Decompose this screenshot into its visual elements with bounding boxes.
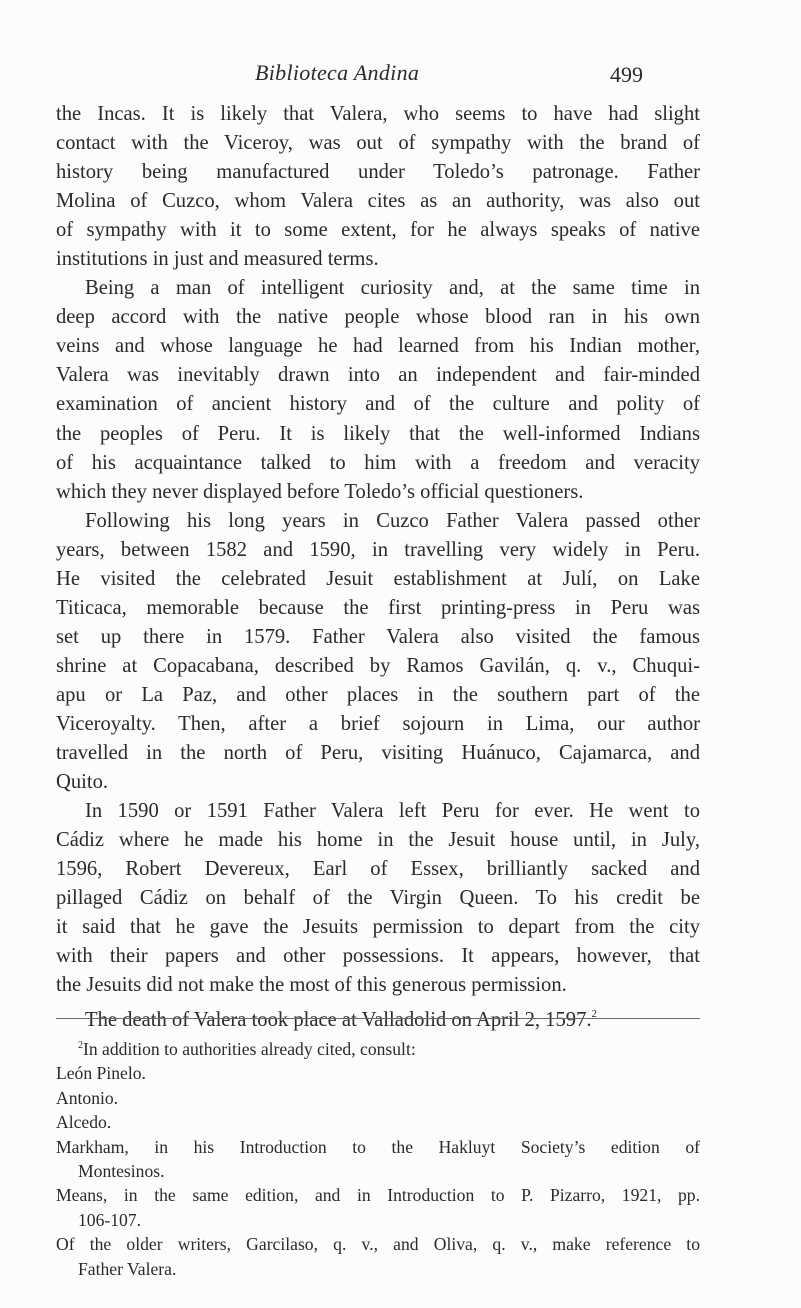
- footnote-line: Montesinos.: [78, 1161, 165, 1182]
- footnote-line: 106-107.: [78, 1209, 142, 1230]
- text-line: it said that he gave the Jesuits permission to depart from the city: [56, 916, 700, 939]
- text-line: years, between 1582 and 1590, in travelling very widely in Peru.: [56, 538, 700, 561]
- text-line: which they never displayed before Toledo’s official questioners.: [56, 480, 584, 503]
- text-line: Following his long years in Cuzco Father Valera passed other: [85, 509, 700, 532]
- text-line: Titicaca, memorable because the first printing-press in Peru was: [56, 596, 700, 619]
- text-line: Molina of Cuzco, whom Valera cites as an authority, was also out: [56, 190, 700, 213]
- text-line: deep accord with the native people whose blood ran in his own: [56, 306, 700, 329]
- text-line: He visited the celebrated Jesuit establishment at Julí, on Lake: [56, 567, 700, 590]
- footnote-marker: 2: [78, 1040, 83, 1051]
- text-line: of sympathy with it to some extent, for he always speaks of native: [56, 219, 700, 242]
- text-line: pillaged Cádiz on behalf of the Virgin Queen. To his credit be: [56, 887, 700, 910]
- text-line: Being a man of intelligent curiosity and, at the same time in: [85, 277, 700, 300]
- body-text: [56, 100, 700, 1036]
- text-line: The death of Valera took place at Valladolid on April 2, 1597.: [85, 1009, 592, 1032]
- text-line: shrine at Copacabana, described by Ramos Gavilán, q. v., Chuqui-: [56, 654, 700, 677]
- footnote-line: Antonio.: [56, 1087, 119, 1108]
- text-line: 1596, Robert Devereux, Earl of Essex, brilliantly sacked and: [56, 858, 700, 881]
- footnote-line: Alcedo.: [56, 1112, 112, 1133]
- footnote-line: Markham, in his Introduction to the Hakluyt Society’s edition of: [56, 1136, 700, 1157]
- text-line: Valera was inevitably drawn into an independent and fair-minded: [56, 364, 700, 387]
- text-line: contact with the Viceroy, was out of sympathy with the brand of: [56, 132, 700, 155]
- running-head: [0, 60, 801, 90]
- text-line: institutions in just and measured terms.: [56, 248, 379, 271]
- text-line: veins and whose language he had learned from his Indian mother,: [56, 335, 700, 358]
- footnote-reference[interactable]: 2: [591, 1008, 598, 1021]
- footnote-line: Father Valera.: [78, 1258, 177, 1279]
- text-line: the Jesuits did not make the most of this generous permission.: [56, 974, 567, 997]
- footnotes: [56, 1034, 700, 1281]
- footnote-line: Means, in the same edition, and in Introduction to P. Pizarro, 1921, pp.: [56, 1185, 700, 1206]
- text-line: the Incas. It is likely that Valera, who seems to have had slight: [56, 103, 700, 125]
- running-title: Biblioteca Andina: [255, 60, 420, 85]
- text-line: apu or La Paz, and other places in the southern part of the: [56, 683, 700, 706]
- text-line: the peoples of Peru. It is likely that the well-informed Indians: [56, 422, 700, 445]
- text-line: Quito.: [56, 771, 109, 794]
- text-line: set up there in 1579. Father Valera also visited the famous: [56, 625, 700, 648]
- footnote-line: [56, 1034, 700, 1061]
- text-line: with their papers and other possessions. It appears, however, that: [56, 945, 700, 968]
- footnote-line: Of the older writers, Garcilaso, q. v., and Oliva, q. v., make reference to: [56, 1234, 700, 1255]
- text-line: history being manufactured under Toledo’s patronage. Father: [56, 161, 700, 184]
- text-line: Viceroyalty. Then, after a brief sojourn in Lima, our author: [56, 712, 700, 735]
- footnote-text: In addition to authorities already cited, consult:: [83, 1039, 416, 1059]
- text-line: of his acquaintance talked to him with a freedom and veracity: [56, 451, 700, 474]
- page-number: 499: [610, 62, 643, 87]
- text-line: In 1590 or 1591 Father Valera left Peru for ever. He went to: [85, 800, 700, 823]
- text-line: examination of ancient history and of the culture and polity of: [56, 393, 700, 416]
- text-line: Cádiz where he made his home in the Jesuit house until, in July,: [56, 829, 700, 852]
- footnote-rule: [56, 1018, 700, 1019]
- footnote-line: León Pinelo.: [56, 1063, 146, 1084]
- text-line: travelled in the north of Peru, visiting Huánuco, Cajamarca, and: [56, 742, 700, 765]
